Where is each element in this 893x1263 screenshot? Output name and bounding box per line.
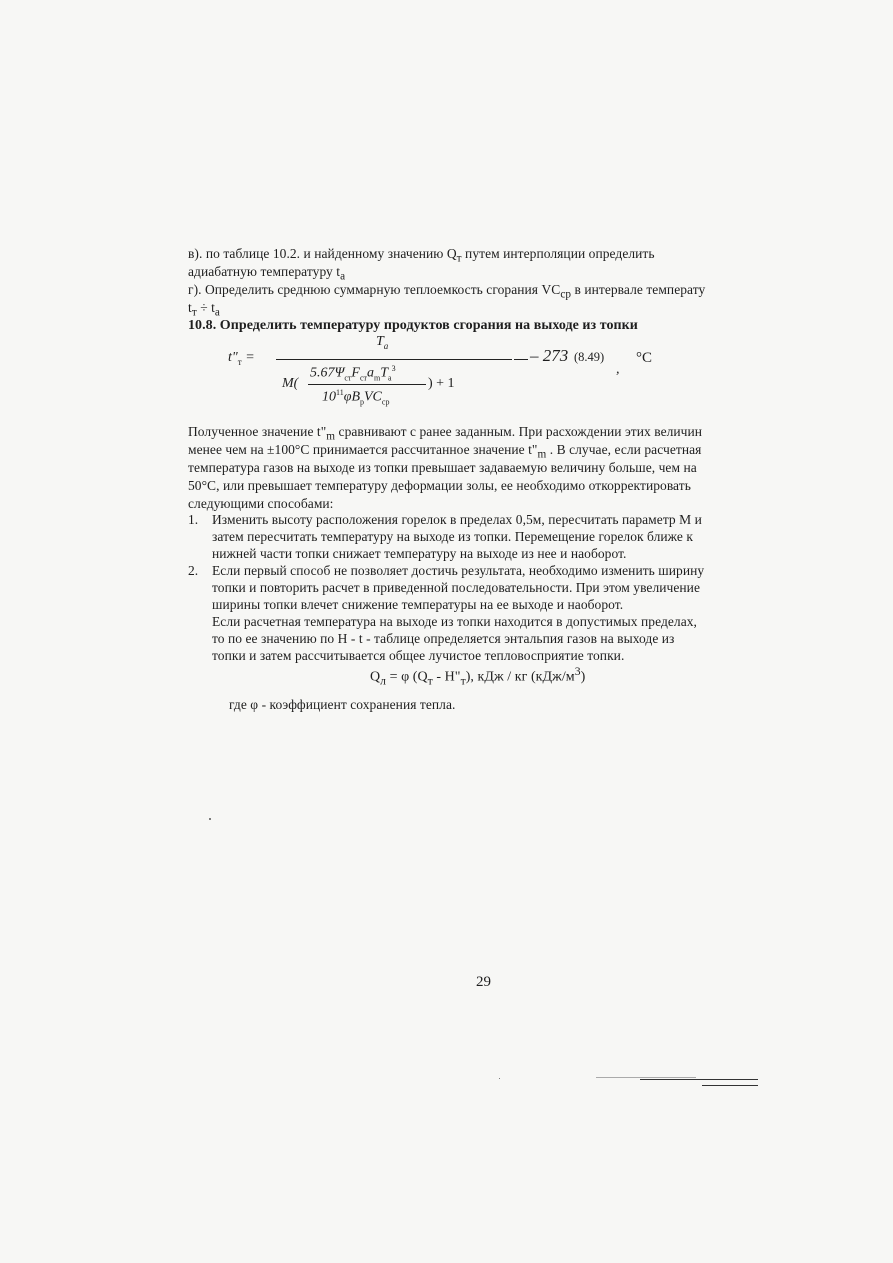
text-segment: t — [188, 300, 192, 315]
subscript: m — [374, 373, 381, 383]
where-note: где φ - коэффициент сохранения тепла. — [229, 697, 456, 712]
list-item-2-line-f: топки и затем рассчитывается общее лучистое тепловосприятие топки. — [212, 648, 625, 663]
equation-number: (8.49) — [574, 350, 605, 364]
fraction-bar-tail — [514, 359, 528, 360]
scan-speck — [499, 1078, 500, 1079]
formula-text: T — [376, 334, 384, 349]
formula-inner-numerator — [310, 364, 396, 382]
page-number: 29 — [476, 974, 491, 990]
subscript: т — [456, 252, 462, 265]
text-segment: путем интерполяции определить — [461, 246, 655, 261]
text-segment: адиабатную температуру t — [188, 264, 341, 279]
superscript: 3 — [391, 364, 396, 373]
text-line-p5: следующими способами: — [188, 496, 334, 511]
subscript: ср — [560, 288, 572, 301]
list-item-1-line-b: затем пересчитать температуру на выходе из топки. Перемещение горелок ближе к — [212, 529, 693, 544]
subscript: а — [383, 341, 389, 352]
subscript: а — [214, 306, 220, 319]
superscript: 11 — [336, 388, 344, 397]
text-segment: Полученное значение t" — [188, 424, 327, 439]
section-heading: 10.8. Определить температуру продуктов сгорания на выходе из топки — [188, 318, 638, 333]
text-segment: = φ (Q — [386, 669, 428, 685]
formula-minus-273: – 273 — [530, 346, 569, 365]
formula-numerator — [376, 332, 388, 351]
text-segment: Q — [370, 669, 381, 685]
scan-rule-faint — [596, 1077, 696, 1078]
subscript: ср — [381, 397, 390, 407]
main-fraction-bar — [276, 359, 512, 360]
subscript: а — [340, 270, 346, 283]
formula-8-49 — [228, 332, 653, 418]
subscript: m — [326, 430, 336, 443]
subscript: т — [237, 356, 242, 367]
list-item-2-line-e: то по ее значению по Н - t - таблице определяется энтальпия газов на выходе из — [212, 631, 675, 646]
text-line-p3: температура газов на выходе из топки превышает задаваемую величину больше, чем на — [188, 460, 697, 475]
text-segment: сравнивают с ранее заданным. При расхождении этих величин — [335, 424, 703, 439]
formula-denominator-tail: ) + 1 — [428, 376, 455, 391]
subscript: т — [191, 306, 197, 319]
text-segment: . В случае, если расчетная — [546, 442, 702, 457]
list-item-1-line-c: нижней части топки снижает температуру на выходе из нее и наоборот. — [212, 546, 627, 561]
equation-q-l — [370, 664, 585, 689]
text-segment: ) — [580, 669, 586, 685]
text-segment: в интервале температу — [571, 282, 706, 297]
text-segment: - H" — [432, 669, 461, 685]
formula-unit: °С — [636, 350, 653, 366]
subscript: л — [380, 674, 387, 688]
formula-text: t" — [228, 350, 238, 365]
formula-denominator-m: M( — [282, 376, 299, 391]
list-item-2-line-d: Если расчетная температура на выходе из топки находится в допустимых пределах, — [212, 614, 697, 629]
list-item-2-line-a: Если первый способ не позволяет достичь результата, необходимо изменить ширину — [212, 563, 705, 578]
formula-text: φB — [343, 389, 360, 405]
subscript: т — [460, 674, 466, 688]
scan-rule — [640, 1079, 758, 1080]
superscript: 3 — [574, 665, 581, 678]
list-number-2: 2. — [188, 563, 199, 578]
subscript: р — [360, 397, 364, 407]
text-segment: ÷ t — [196, 300, 215, 315]
formula-text: = — [241, 350, 255, 365]
text-segment: менее чем на ±100°С принимается рассчитанное значение t" — [188, 442, 538, 457]
text-line-p4: 50°С, или превышает температуру деформации золы, ее необходимо откорректировать — [188, 478, 691, 493]
list-number-1: 1. — [188, 512, 199, 527]
formula-text: F — [351, 365, 360, 381]
inner-fraction-bar — [308, 384, 426, 385]
formula-text: a — [367, 365, 374, 381]
formula-text: 10 — [322, 389, 336, 405]
text-segment: ), кДж / кг (кДж/м — [465, 669, 575, 685]
list-item-1-line-a: Изменить высоту расположения горелок в пределах 0,5м, пересчитать параметр М и — [212, 512, 702, 527]
formula-inner-denominator — [322, 388, 389, 406]
text-segment: г). Определить среднюю суммарную теплоемкость сгорания VC — [188, 282, 561, 297]
subscript: ст — [359, 373, 367, 383]
subscript: ст — [344, 373, 352, 383]
scan-rule-short — [702, 1085, 758, 1086]
formula-comma: , — [616, 362, 620, 377]
subscript: т — [427, 674, 433, 688]
formula-text: VC — [364, 389, 382, 405]
formula-text: 5.67Ψ — [310, 365, 345, 381]
list-item-2-line-b: топки и повторить расчет в приведенной последовательности. При этом увеличение — [212, 580, 701, 595]
list-item-2-line-c: ширины топки влечет снижение температуры на ее выходе и наоборот. — [212, 597, 624, 612]
text-segment: в). по таблице 10.2. и найденному значению Q — [188, 246, 457, 261]
formula-text: T — [380, 365, 389, 381]
formula-lhs — [228, 350, 255, 367]
subscript: а — [388, 373, 392, 383]
scan-speck — [209, 818, 211, 820]
subscript: m — [537, 448, 547, 461]
text-line-3 — [188, 282, 705, 303]
